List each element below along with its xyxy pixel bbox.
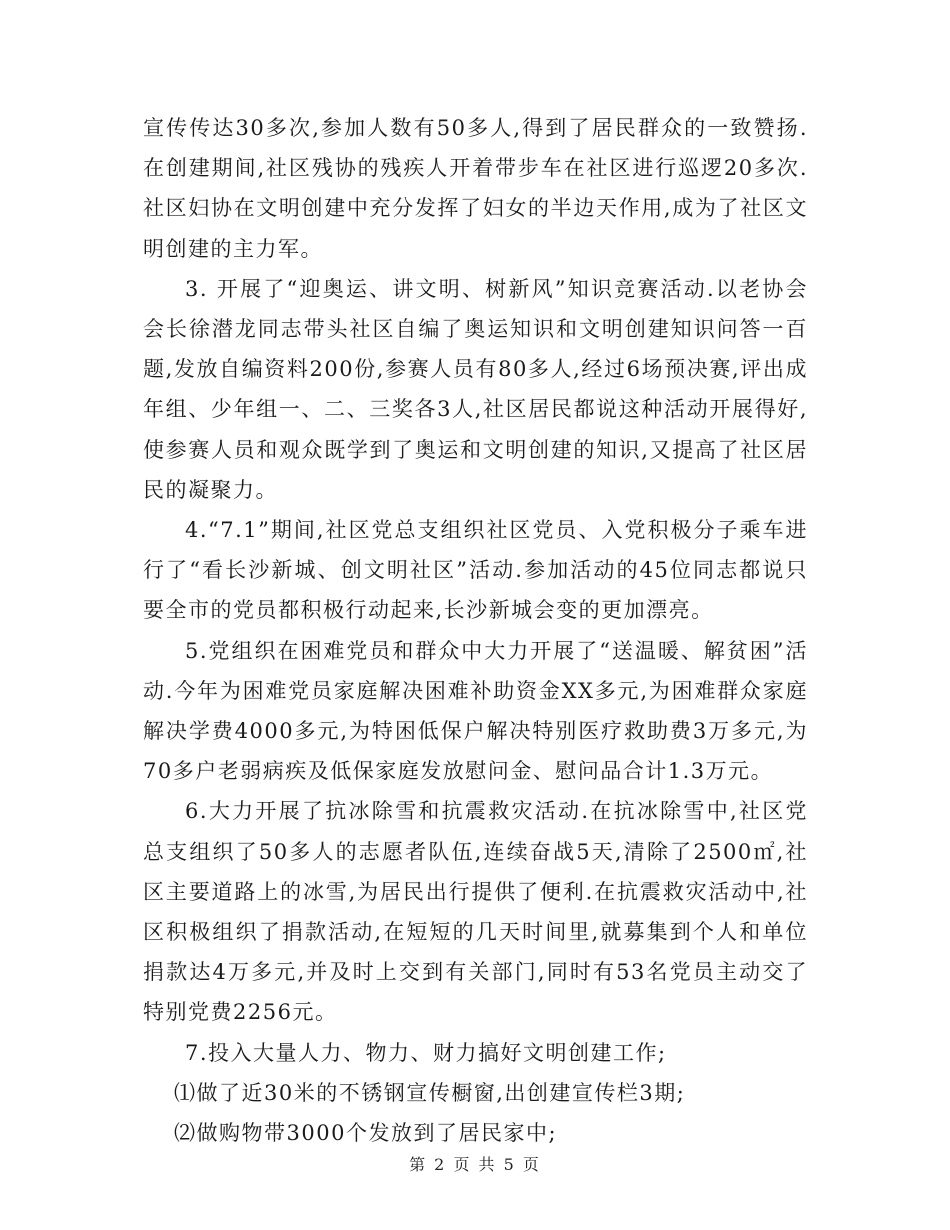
paragraph-item-6: 6.大力开展了抗冰除雪和抗震救灾活动.在抗冰除雪中,社区党总支组织了50多人的志愿者队伍,连续奋战5天,清除了2500㎡,社区主要道路上的冰雪,为居民出行提供了便利.在抗震救灾活动中,社区积极组织了捐款活动,在短短的几天时间里,就募集到个人和单位捐款达4万多元,并及时上交到有关部门,同时有53名党员主动交了特别党费2256元。 — [143, 799, 808, 1025]
page-number-footer: 第 2 页 共 5 页 — [409, 1155, 541, 1174]
sub-item-1: ⑴做了近30米的不锈钢宣传橱窗,出创建宣传栏3期; — [174, 1080, 686, 1105]
paragraph-item-3: 3. 开展了“迎奥运、讲文明、树新风”知识竞赛活动.以老协会会长徐潜龙同志带头社区自编了奥运知识和文明创建知识问答一百题,发放自编资料200份,参赛人员有80多人,经过6场预决赛,评出成年组、少年组一、二、三奖各3人,社区居民都说这种活动开展得好,使参赛人员和观众既学到了奥运和文明创建的知识,又提高了社区居民的凝聚力。 — [143, 276, 808, 502]
document-body — [143, 108, 808, 1153]
paragraph-item-4: 4.“7.1”期间,社区党总支组织社区党员、入党积极分子乘车进行了“看长沙新城、创文明社区”活动.参加活动的45位同志都说只要全市的党员都积极行动起来,长沙新城会变的更加漂亮。 — [143, 518, 808, 623]
paragraph-item-5: 5.党组织在困难党员和群众中大力开展了“送温暖、解贫困”活动.今年为困难党员家庭解决困难补助资金XX多元,为困难群众家庭解决学费4000多元,为特困低保户解决特别医疗救助费3万多元,为70多户老弱病疾及低保家庭发放慰问金、慰问品合计1.3万元。 — [143, 638, 808, 784]
paragraph-item-7: 7.投入大量人力、物力、财力搞好文明创建工作; — [185, 1040, 667, 1065]
sub-item-2: ⑵做购物带3000个发放到了居民家中; — [174, 1121, 558, 1146]
paragraph-continuation: 宣传传达30多次,参加人数有50多人,得到了居民群众的一致赞扬.在创建期间,社区残协的残疾人开着带步车在社区进行巡逻20多次.社区妇协在文明创建中充分发挥了妇女的半边天作用,成为了社区文明创建的主力军。 — [143, 116, 808, 261]
